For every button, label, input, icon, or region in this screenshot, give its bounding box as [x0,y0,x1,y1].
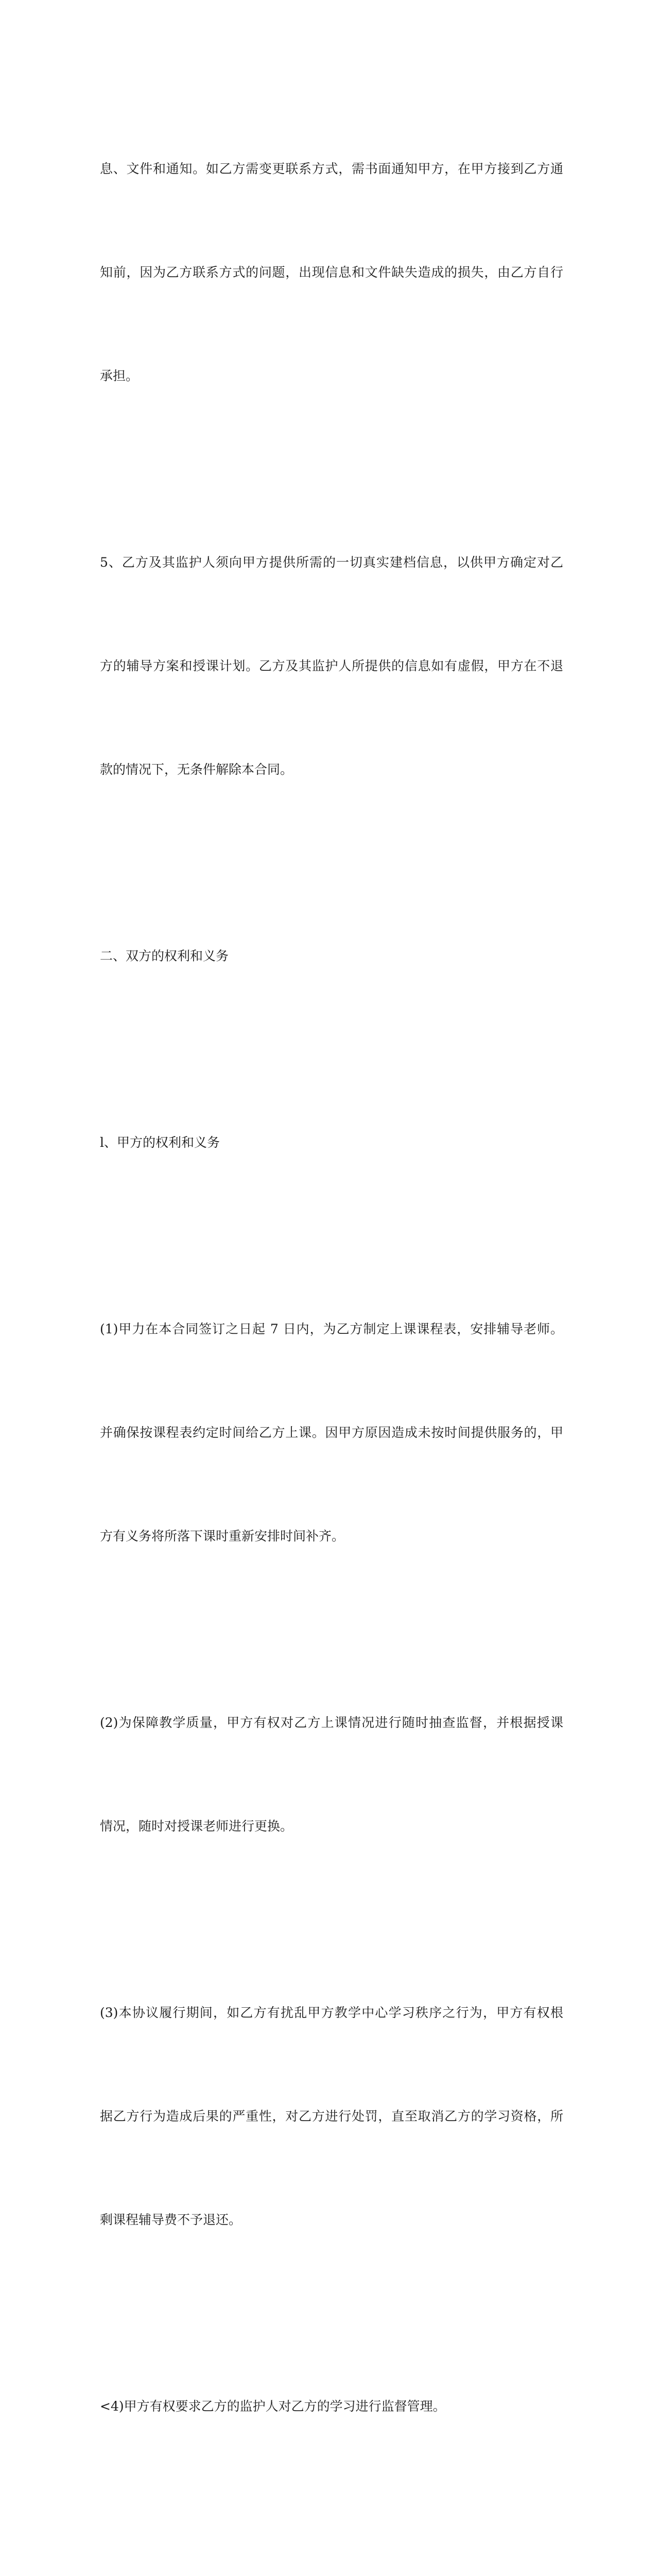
text-line: 二、双方的权利和义务 [100,948,229,963]
section-heading-rights-obligations [100,870,563,1042]
text-line: l、甲方的权利和义务 [100,1135,220,1150]
text-line: <4)甲方有权要求乙方的监护人对乙方的学习进行监督管理。 [100,2399,446,2414]
text-line: 方有义务将所落下课时重新安排时间补齐。 [100,1529,345,1544]
paragraph-item-4 [100,2320,563,2493]
subsection-heading-party-b [100,2506,563,2576]
text-line: (2)为保障教学质量，甲方有权对乙方上课情况进行随时抽查监督，并根据授课 [100,1715,563,1730]
paragraph-clause-5 [100,476,563,856]
paragraph-item-2 [100,1636,563,1912]
text-line: 剩课程辅导费不予退还。 [100,2212,242,2227]
text-line: 息、文件和通知。如乙方需变更联系方式，需书面通知甲方，在甲方接到乙方通 [100,161,563,176]
text-line: 款的情况下，无条件解除本合同。 [100,762,293,777]
text-line: 情况，随时对授课老师进行更换。 [100,1819,293,1834]
text-line: (1)甲力在本合同签订之日起 7 日内，为乙方制定上课课程表，安排辅导老师。 [100,1321,563,1336]
paragraph-continuation [100,82,563,462]
text-line: 知前，因为乙方联系方式的问题，出现信息和文件缺失造成的损失，由乙方自行 [100,265,563,280]
text-line: 方的辅导方案和授课计划。乙方及其监护人所提供的信息如有虚假，甲方在不退 [100,658,563,673]
text-line: (3)本协议履行期间，如乙方有扰乱甲方教学中心学习秩序之行为，甲方有权根 [100,2005,563,2020]
text-line: 据乙方行为造成后果的严重性，对乙方进行处罚，直至取消乙方的学习资格，所 [100,2109,563,2124]
text-line: 5、乙方及其监护人须向甲方提供所需的一切真实建档信息，以供甲方确定对乙 [100,555,563,570]
paragraph-item-1 [100,1243,563,1622]
paragraph-item-3 [100,1926,563,2306]
text-line: 并确保按课程表约定时间给乙方上课。因甲方原因造成未按时间提供服务的，甲 [100,1425,563,1440]
subsection-heading-party-a [100,1056,563,1229]
text-line: 承担。 [100,368,139,383]
document-body [100,82,563,2576]
